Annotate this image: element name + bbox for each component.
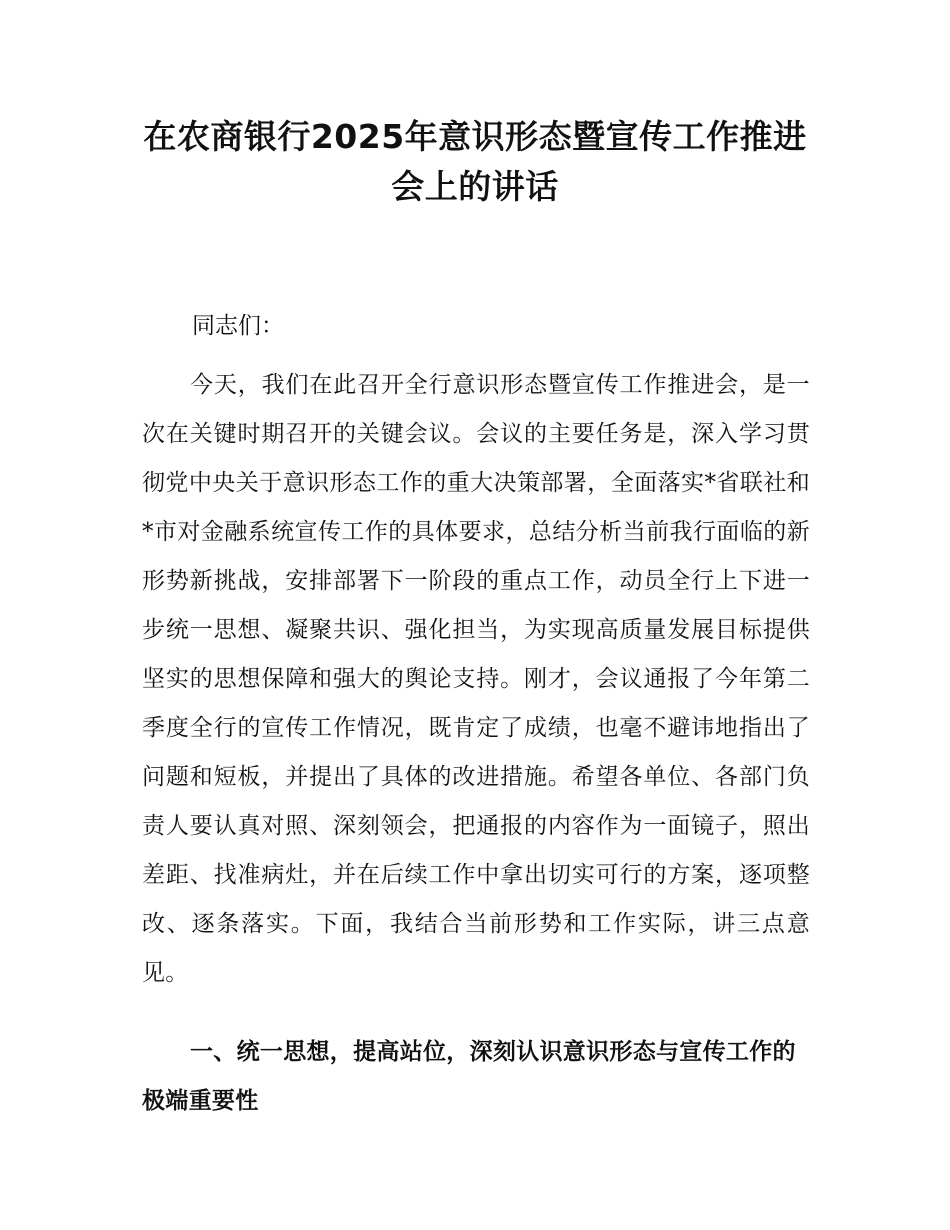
section-heading-1: 一、统一思想，提高站位，深刻认识意识形态与宣传工作的极端重要性	[142, 1039, 796, 1114]
opening-paragraph: 今天，我们在此召开全行意识形态暨宣传工作推进会，是一次在关键时期召开的关键会议。会议的主要任务是，深入学习贯彻党中央关于意识形态工作的重大决策部署，全面落实*省联社和*市对金融系统宣传工作的具体要求，总结分析当前我行面临的新形势新挑战，安排部署下一阶段的重点工作，动员全行上下进一步统一思想、凝聚共识、强化担当，为实现高质量发展目标提供坚实的思想保障和强大的舆论支持。刚才，会议通报了今年第二季度全行的宣传工作情况，既肯定了成绩，也毫不避讳地指出了问题和短板，并提出了具体的改进措施。希望各单位、各部门负责人要认真对照、深刻领会，把通报的内容作为一面镜子，照出差距、找准病灶，并在后续工作中拿出切实可行的方案，逐项整改、逐条落实。下面，我结合当前形势和工作实际，讲三点意见。	[142, 372, 810, 986]
salutation: 同志们：	[192, 313, 284, 339]
document-title: 在农商银行2025年意识形态暨宣传工作推进会上的讲话	[143, 117, 807, 206]
